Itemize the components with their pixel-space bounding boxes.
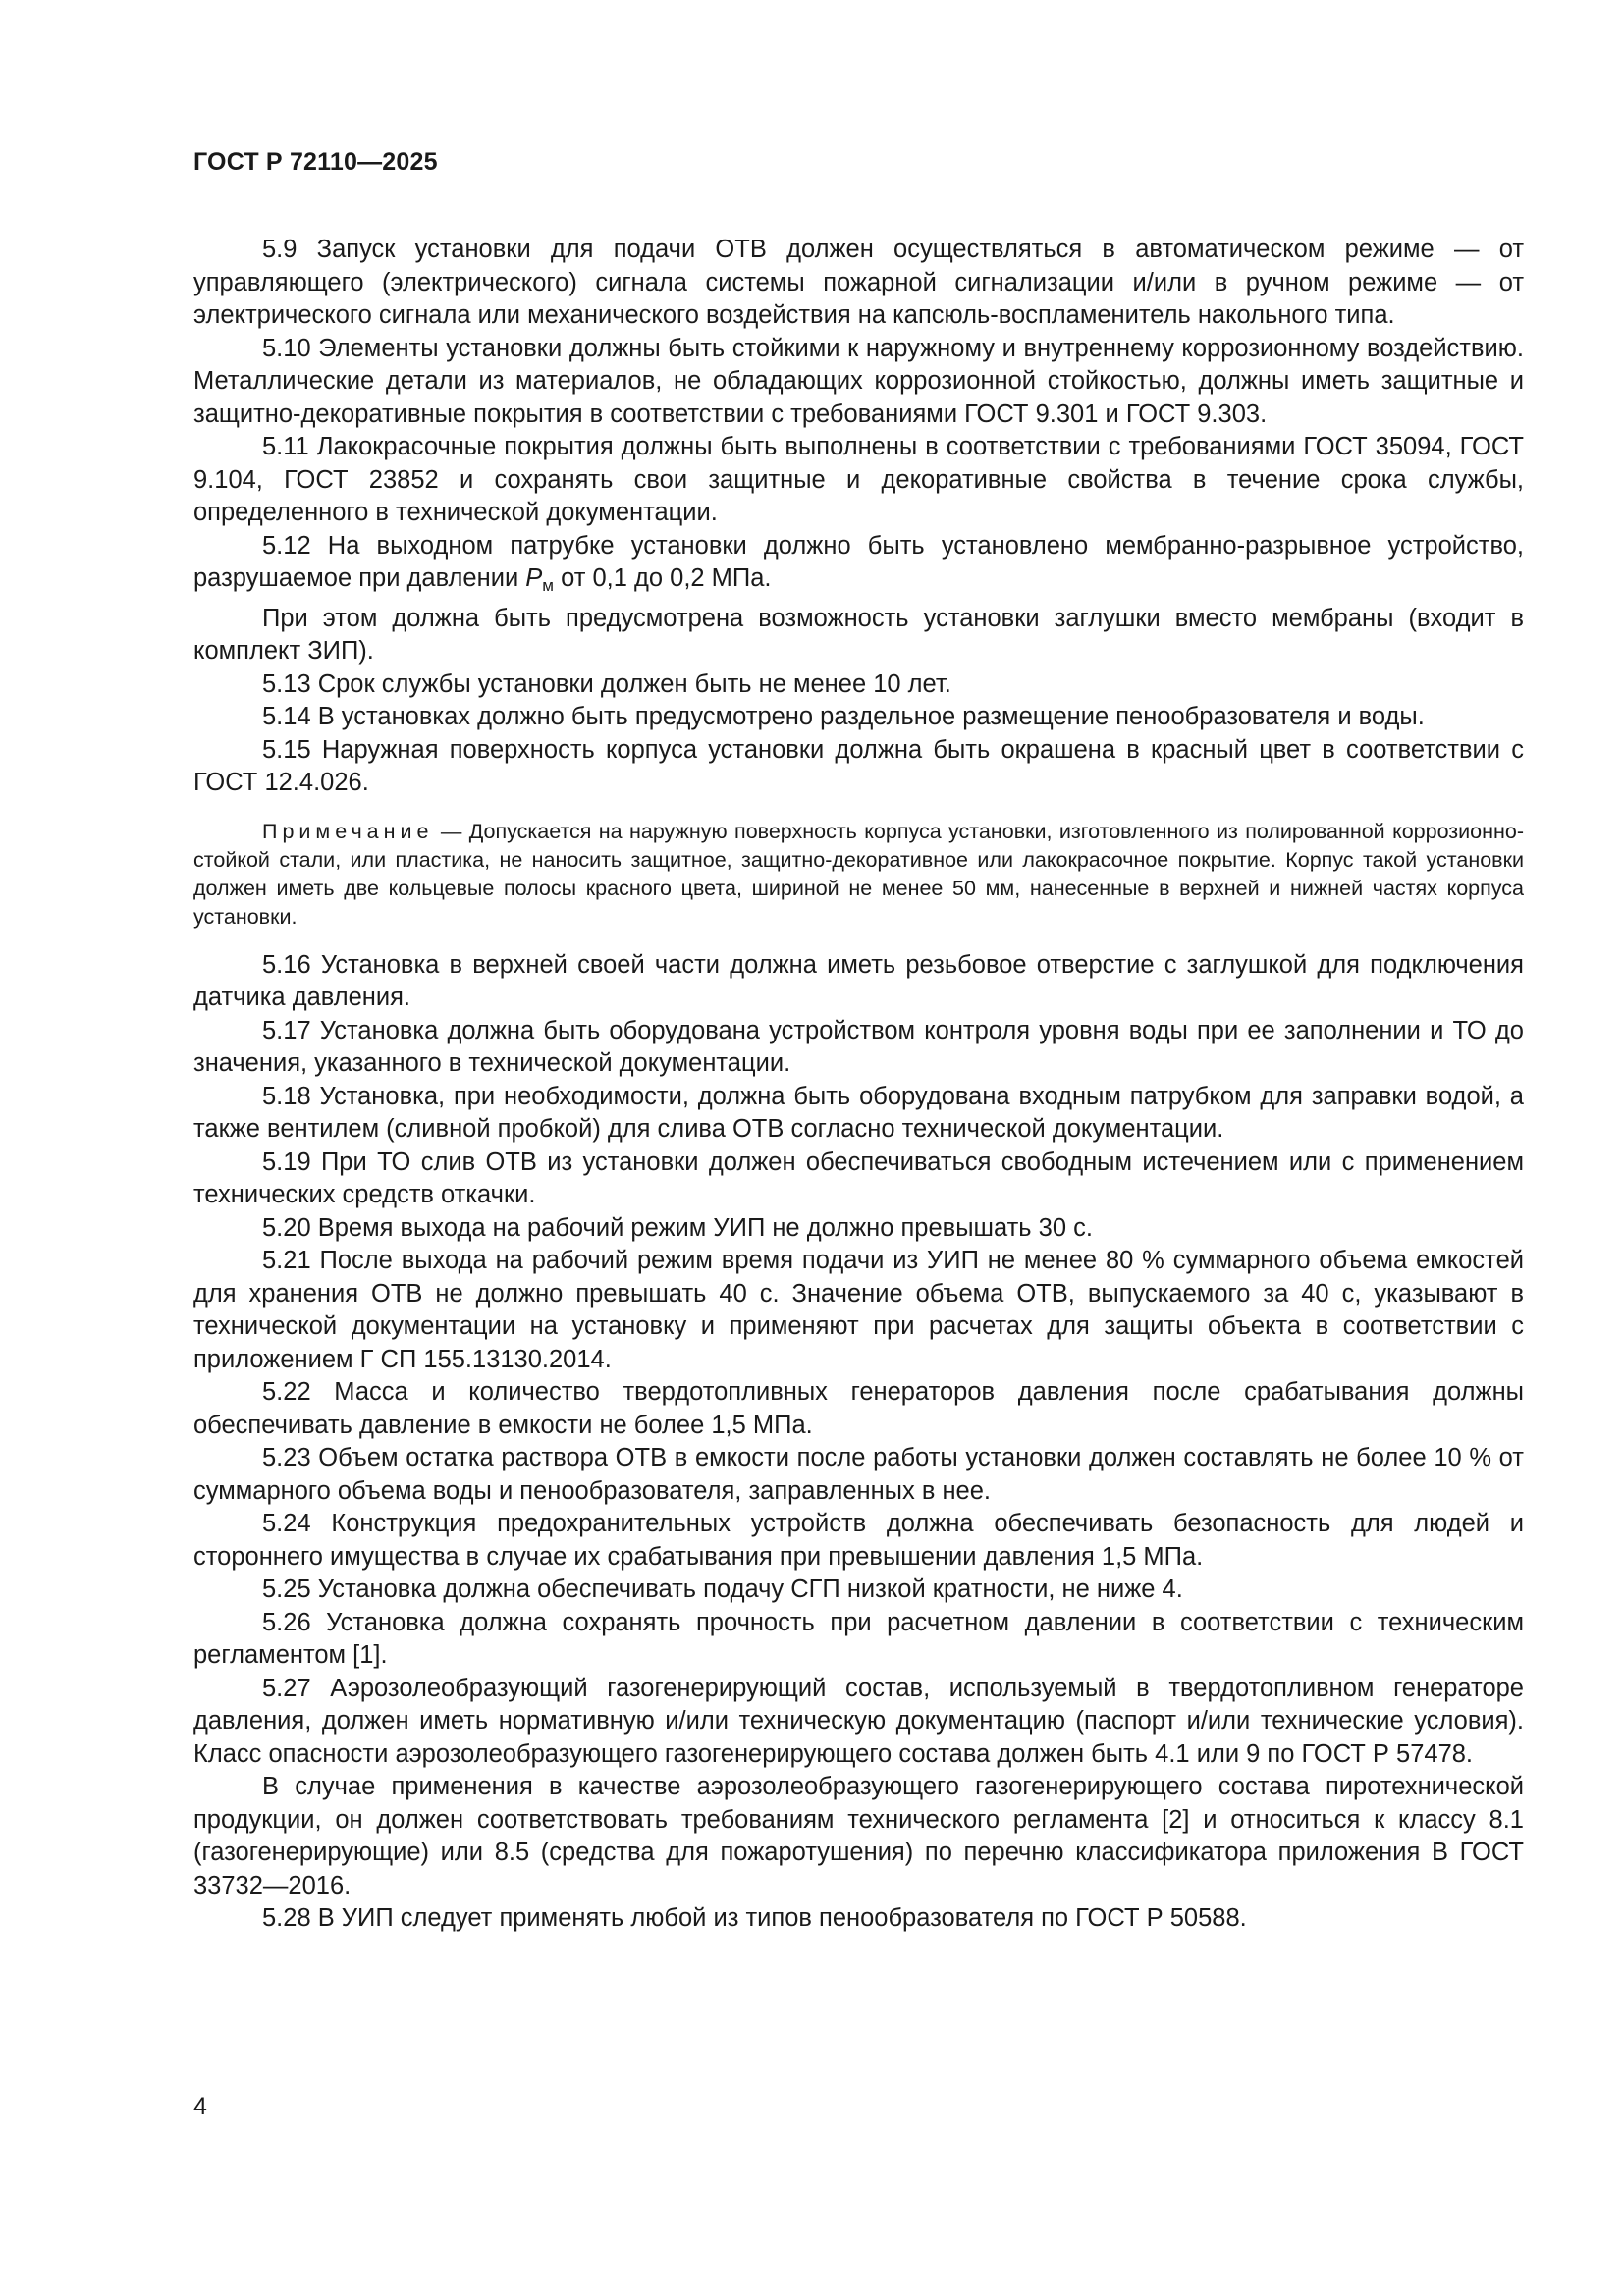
clause-5-10: 5.10 Элементы установки должны быть стойкими к наружному и внутреннему коррозионному воздействию. Металлические детали из материалов, не обладающих коррозионной стойкостью, должны иметь защитные и защитно-декоративные покрытия в соответствии с требованиями ГОСТ 9.301 и ГОСТ 9.303. (193, 334, 1524, 428)
clause-5-13: 5.13 Срок службы установки должен быть не менее 10 лет. (262, 669, 951, 698)
clause-5-12-text-end: от 0,1 до 0,2 МПа. (553, 564, 772, 592)
clause-5-16: 5.16 Установка в верхней своей части должна иметь резьбовое отверстие с заглушкой для подключения датчика давления. (193, 950, 1524, 1011)
clause-5-9: 5.9 Запуск установки для подачи ОТВ должен осуществляться в автоматическом режиме — от управляющего (электрического) сигнала системы пожарной сигнализации и/или в ручном режиме — от электрического сигнала или механического воздействия на капсюль-воспламенитель накольного типа. (193, 236, 1524, 329)
clause-5-14: 5.14 В установках должно быть предусмотрено раздельное размещение пенообразователя и воды. (262, 703, 1425, 730)
note-text: — Допускается на наружную поверхность корпуса установки, изготовленного из полированной коррозионно-стойкой стали, или пластика, не наносить защитное, защитно-декоративное или лакокрасочное покрытие. Корпус такой установки должен иметь две кольцевые полосы красного цвета, шириной не менее 50 мм, нанесенные в верхней и нижней частях корпуса установки. (193, 819, 1524, 929)
document-page (193, 147, 1524, 1936)
page-number: 4 (193, 2093, 207, 2120)
clause-5-26: 5.26 Установка должна сохранять прочность при расчетном давлении в соответствии с техническим регламентом [1]. (193, 1608, 1524, 1669)
clause-5-12 (193, 530, 1524, 603)
document-code-header: ГОСТ Р 72110—2025 (193, 148, 438, 176)
clause-5-22: 5.22 Масса и количество твердотопливных генераторов давления после срабатывания должны обеспечивать давление в емкости не более 1,5 МПа. (193, 1378, 1524, 1439)
pressure-subscript: м (542, 576, 554, 595)
clause-5-27: 5.27 Аэрозолеобразующий газогенерирующий состав, используемый в твердотопливном генераторе давления, должен иметь нормативную и/или техническую документацию (паспорт и/или технические условия). Класс опасности аэрозолеобразующего газогенерирующего состава должен быть 4.1 или 9 по ГОСТ Р 57478. (193, 1674, 1524, 1768)
clause-5-19: 5.19 При ТО слив ОТВ из установки должен обеспечиваться свободным истечением или с применением технических средств откачки. (193, 1148, 1524, 1208)
clause-5-12-continuation: При этом должна быть предусмотрена возможность установки заглушки вместо мембраны (входит в комплект ЗИП). (193, 604, 1524, 665)
clause-5-27-continuation: В случае применения в качестве аэрозолеобразующего газогенерирующего состава пиротехнической продукции, он должен соответствовать требованиям технического регламента [2] и относиться к классу 8.1 (газогенерирующие) или 8.5 (средства для пожаротушения) по перечню классификатора приложения В ГОСТ 33732—2016. (193, 1773, 1524, 1899)
pressure-symbol: P (525, 564, 543, 592)
clause-5-23: 5.23 Объем остатка раствора ОТВ в емкости после работы установки должен составлять не более 10 % от суммарного объема воды и пенообразователя, заправленных в нее. (193, 1444, 1524, 1505)
clause-5-25: 5.25 Установка должна обеспечивать подачу СГП низкой кратности, не ниже 4. (262, 1575, 1183, 1603)
clause-5-11: 5.11 Лакокрасочные покрытия должны быть выполнены в соответствии с требованиями ГОСТ 35094, ГОСТ 9.104, ГОСТ 23852 и сохранять свои защитные и декоративные свойства в течение срока службы, определенного в технической документации. (193, 433, 1524, 526)
clause-5-24: 5.24 Конструкция предохранительных устройств должна обеспечивать безопасность для людей и стороннего имущества в случае их срабатывания при превышении давления 1,5 МПа. (193, 1510, 1524, 1571)
note-block (193, 818, 1524, 932)
clause-5-17: 5.17 Установка должна быть оборудована устройством контроля уровня воды при ее заполнении и ТО до значения, указанного в технической документации. (193, 1016, 1524, 1077)
clause-5-12-text: 5.12 На выходном патрубке установки должно быть установлено мембранно-разрывное устройство, разрушаемое при давлении (193, 531, 1524, 592)
clause-5-20: 5.20 Время выхода на рабочий режим УИП не должно превышать 30 с. (262, 1213, 1093, 1242)
clause-5-15: 5.15 Наружная поверхность корпуса установки должна быть окрашена в красный цвет в соответствии с ГОСТ 12.4.026. (193, 735, 1524, 796)
clause-5-18: 5.18 Установка, при необходимости, должна быть оборудована входным патрубком для заправки водой, а также вентилем (сливной пробкой) для слива ОТВ согласно технической документации. (193, 1082, 1524, 1143)
note-label: Примечание (262, 819, 434, 843)
clause-5-28: 5.28 В УИП следует применять любой из типов пенообразователя по ГОСТ Р 50588. (262, 1904, 1247, 1932)
clause-5-21: 5.21 После выхода на рабочий режим время подачи из УИП не менее 80 % суммарного объема емкостей для хранения ОТВ не должно превышать 40 с. Значение объема ОТВ, выпускаемого за 40 с, указывают в технической документации на установку и применяют при расчетах для защиты объекта в соответствии с приложением Г СП 155.13130.2014. (193, 1247, 1524, 1373)
